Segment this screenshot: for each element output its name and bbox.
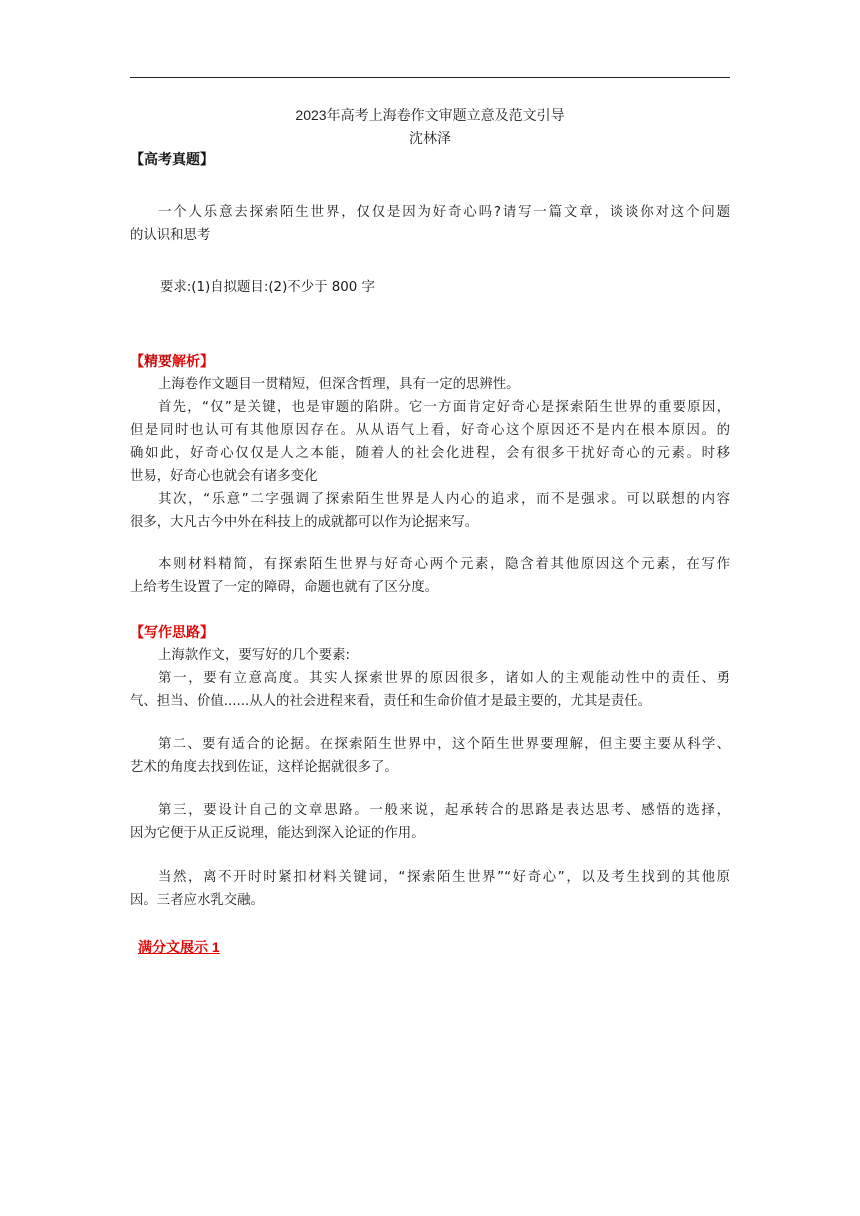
analysis-line: 本则材料精简，有探索陌生世界与好奇心两个元素，隐含着其他原因这个元素，在写作 [158, 557, 730, 572]
analysis-paragraph-4 [130, 553, 730, 599]
writing-line: 当然，离不开时时紧扣材料关键词，“探索陌生世界”“好奇心”，以及考生找到的其他原 [158, 870, 730, 885]
analysis-line: 确如此，好奇心仅仅是人之本能，随着人的社会化进程，会有很多干扰好奇心的元素。时移 [130, 446, 730, 461]
analysis-line: 世易，好奇心也就会有诸多变化 [130, 469, 318, 484]
writing-line: 上海款作文，要写好的几个要素: [158, 648, 350, 663]
exam-requirement: 要求:(1)自拟题目:(2)不少于 800 字 [160, 280, 375, 295]
writing-paragraph-4 [130, 799, 730, 845]
analysis-line: 上海卷作文题目一贯精短，但深含哲理，具有一定的思辨性。 [158, 377, 520, 392]
writing-heading: 【写作思路】 [130, 624, 214, 640]
writing-line: 第三，要设计自己的文章思路。一般来说，起承转合的思路是表达思考、感悟的选择， [158, 803, 730, 818]
document-title: 2023年高考上海卷作文审题立意及范文引导 [295, 107, 565, 123]
document-author: 沈林泽 [409, 130, 451, 146]
analysis-heading [130, 351, 214, 371]
exam-prompt [130, 201, 730, 247]
analysis-line: 很多，大凡古今中外在科技上的成就都可以作为论据来写。 [130, 515, 479, 530]
exam-heading: 【高考真题】 [130, 151, 214, 167]
writing-line: 因。三者应水乳交融。 [130, 893, 264, 908]
exam-prompt-line: 一个人乐意去探索陌生世界，仅仅是因为好奇心吗?请写一篇文章，谈谈你对这个问题 [158, 205, 730, 220]
writing-line: 第二、要有适合的论据。在探索陌生世界中，这个陌生世界要理解，但主要主要从科学、 [158, 737, 730, 752]
analysis-paragraph-3 [130, 488, 730, 534]
title-block [130, 104, 730, 150]
writing-paragraph-5 [130, 866, 730, 912]
analysis-heading-part2: 解析】 [172, 353, 214, 369]
analysis-paragraph-2 [130, 396, 730, 488]
header-rule [130, 77, 730, 78]
writing-line: 气、担当、价值......从人的社会进程来看，责任和生命价值才是最主要的，尤其是责任。 [130, 694, 651, 709]
writing-line: 第一，要有立意高度。其实人探索世界的原因很多，诸如人的主观能动性中的责任、勇 [158, 671, 730, 686]
analysis-heading-part1: 【精要 [130, 353, 172, 369]
sample-essay-link[interactable]: 满分文展示 1 [138, 939, 220, 955]
writing-line: 艺术的角度去找到佐证，这样论据就很多了。 [130, 760, 398, 775]
analysis-line: 但是同时也认可有其他原因存在。从从语气上看，好奇心这个原因还不是内在根本原因。的 [130, 423, 730, 438]
exam-prompt-line: 的认识和思考 [130, 228, 211, 243]
writing-line: 因为它便于从正反说理，能达到深入论证的作用。 [130, 826, 425, 841]
analysis-line: 其次，“乐意”二字强调了探索陌生世界是人内心的追求，而不是强求。可以联想的内容 [158, 492, 730, 507]
writing-paragraph-3 [130, 733, 730, 779]
analysis-paragraph-1 [130, 373, 730, 396]
writing-paragraph-1 [130, 644, 730, 667]
analysis-line: 上给考生设置了一定的障碍，命题也就有了区分度。 [130, 580, 438, 595]
analysis-line: 首先，“仅”是关键，也是审题的陷阱。它一方面肯定好奇心是探索陌生世界的重要原因， [158, 400, 730, 415]
writing-paragraph-2 [130, 667, 730, 713]
